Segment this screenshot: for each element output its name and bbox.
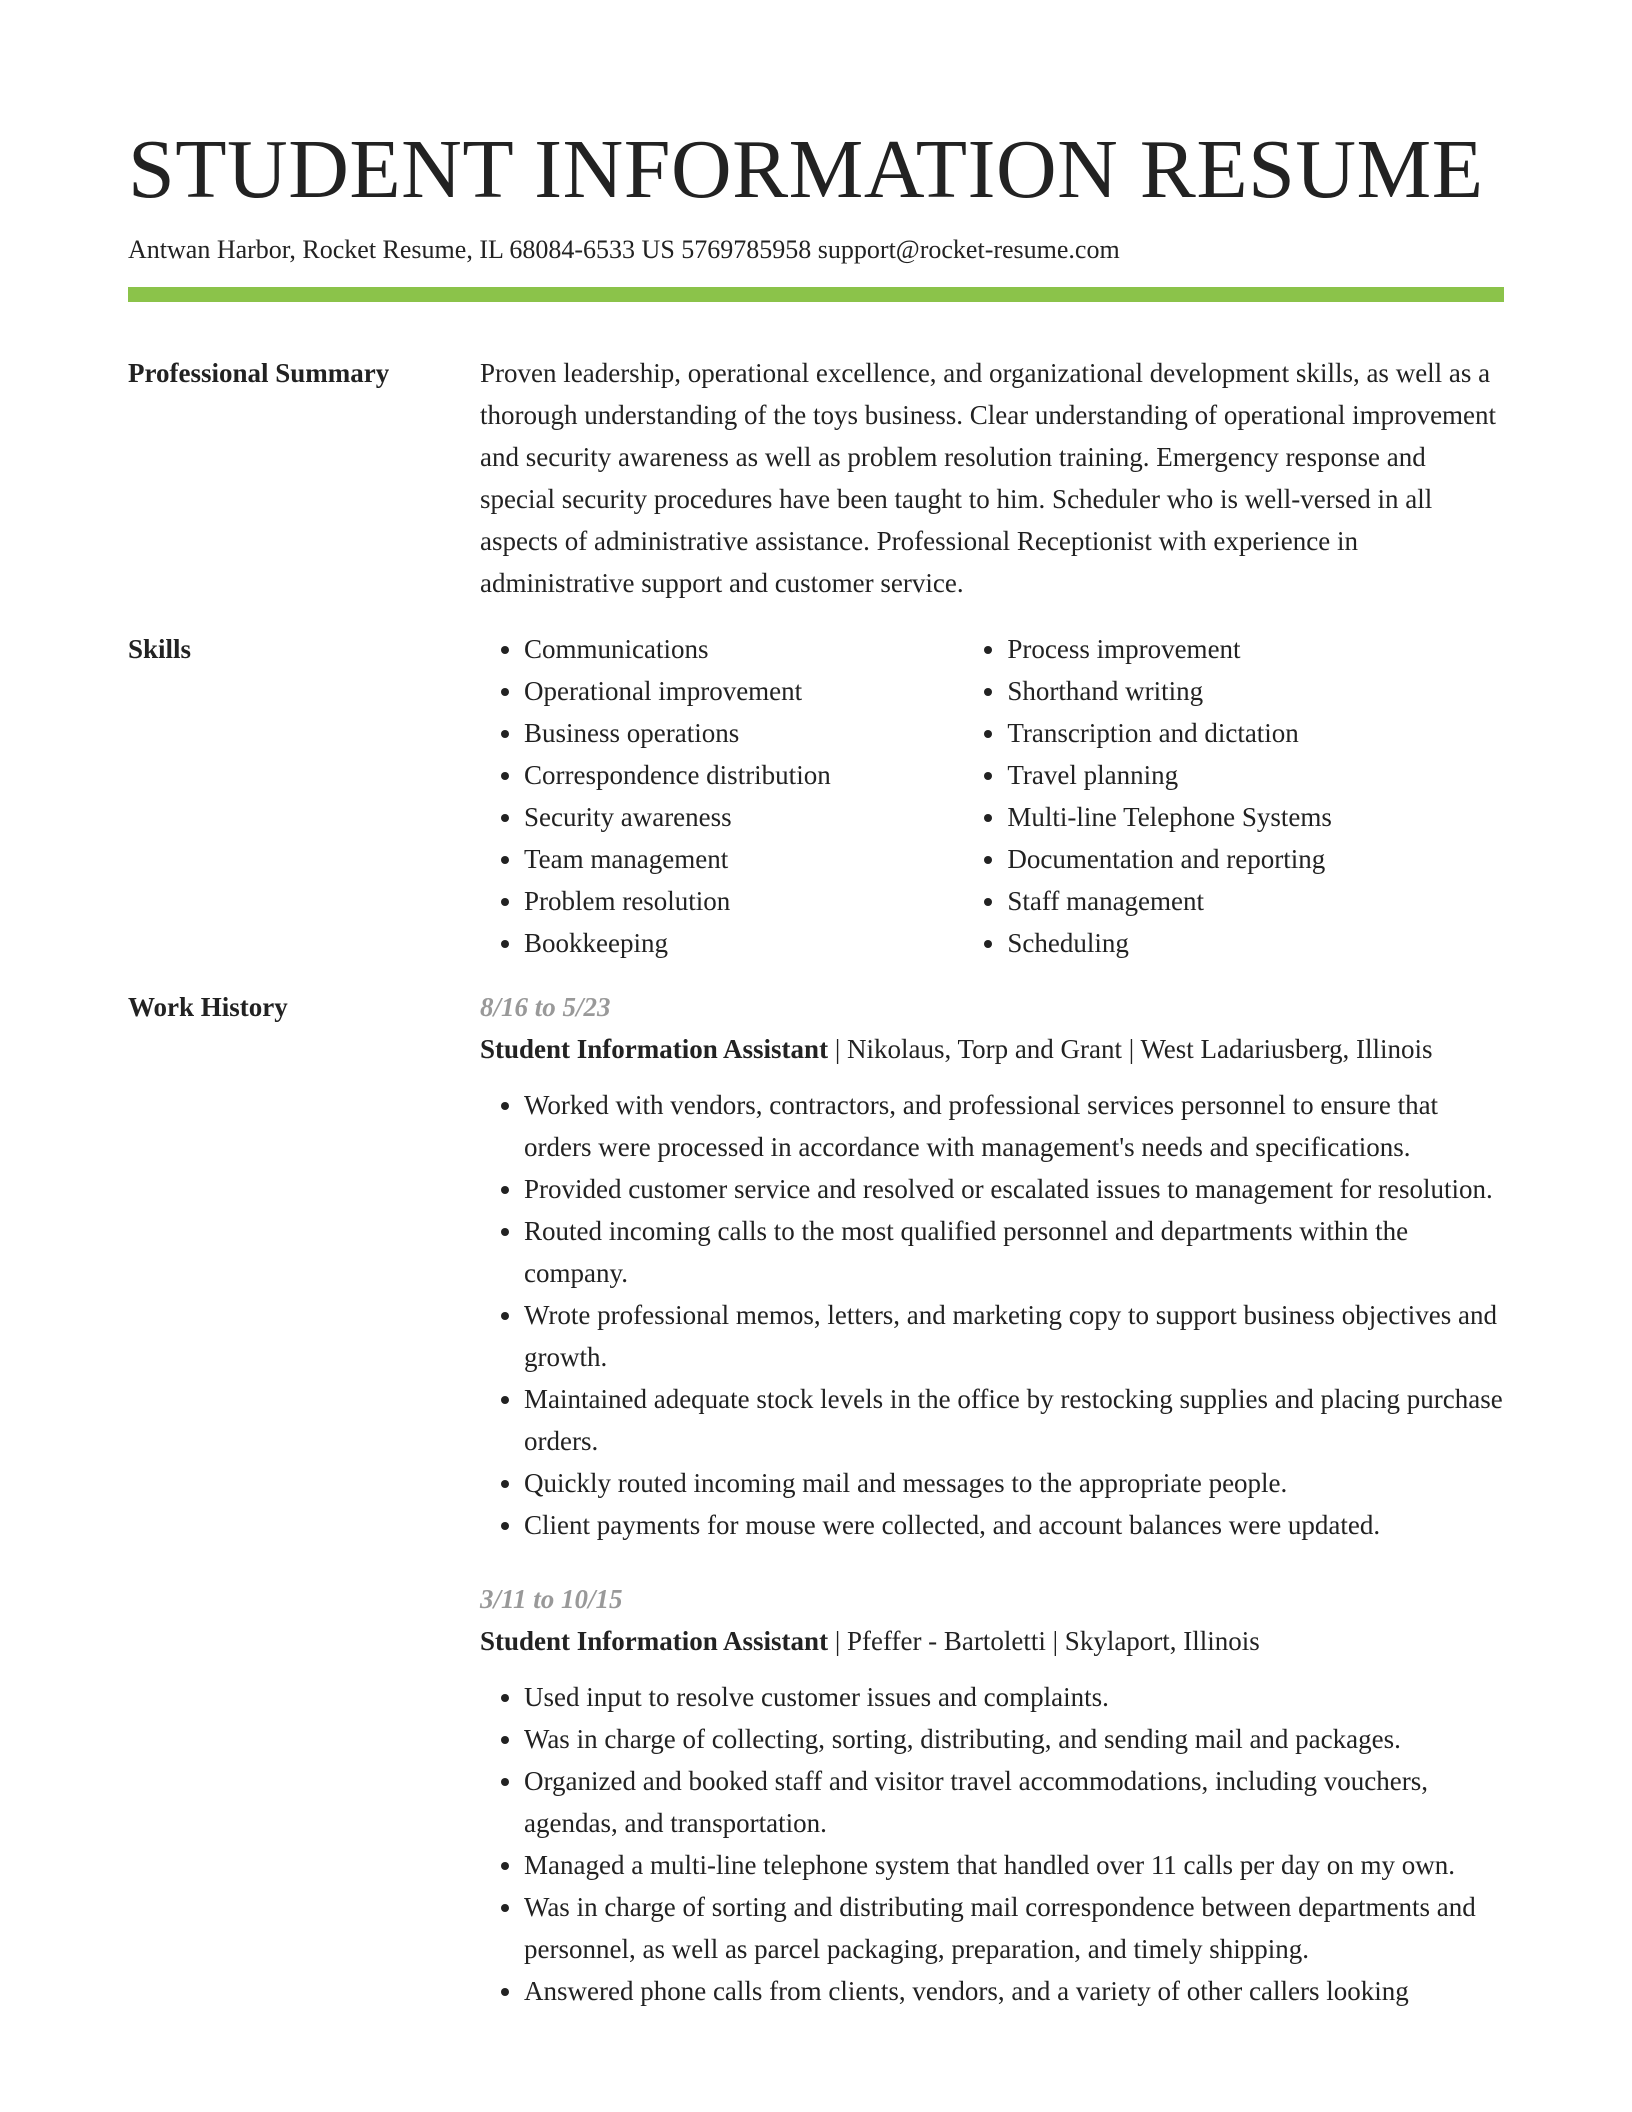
job-bullet: • Worked with vendors, contractors, and professional services personnel to ensure that orders were processed in accordance with management's needs and specifications. — [524, 1084, 1504, 1168]
job-bullet: • Maintained adequate stock levels in the office by restocking supplies and placing purchase orders. — [524, 1378, 1504, 1462]
skill-item: • Shorthand writing — [1007, 670, 1504, 712]
job-bullet: • Was in charge of collecting, sorting, distributing, and sending mail and packages. — [524, 1718, 1504, 1760]
skill-item: • Transcription and dictation — [1007, 712, 1504, 754]
job-heading — [480, 1620, 1504, 1662]
work-history-label: Work History — [128, 992, 288, 1022]
skills-section — [128, 628, 1504, 964]
job-bullet: • Provided customer service and resolved or escalated issues to management for resolution. — [524, 1168, 1504, 1210]
job-bullet: • Wrote professional memos, letters, and marketing copy to support business objectives and growth. — [524, 1294, 1504, 1378]
job-title: Student Information Assistant — [480, 1626, 829, 1656]
summary-label: Professional Summary — [128, 358, 390, 388]
job-details: | Nikolaus, Torp and Grant | West Ladariusberg, Illinois — [828, 1034, 1433, 1064]
contact-line: Antwan Harbor, Rocket Resume, IL 68084-6533 US 5769785958 support@rocket-resume.com — [128, 235, 1120, 264]
summary-section — [128, 352, 1504, 604]
header-divider — [128, 287, 1504, 302]
skills-label: Skills — [128, 634, 192, 664]
skills-list-right — [963, 628, 1504, 964]
job-heading — [480, 1028, 1504, 1070]
resume-title: STUDENT INFORMATION RESUME — [128, 123, 1484, 216]
skill-item: • Problem resolution — [524, 880, 963, 922]
job-bullet-list — [480, 1676, 1504, 2012]
job-bullet: • Used input to resolve customer issues and complaints. — [524, 1676, 1504, 1718]
job-entry — [480, 1578, 1504, 2012]
skill-item: • Operational improvement — [524, 670, 963, 712]
skills-body — [480, 628, 1504, 964]
skill-item: • Business operations — [524, 712, 963, 754]
skill-item: • Documentation and reporting — [1007, 838, 1504, 880]
job-bullet: • Answered phone calls from clients, vendors, and a variety of other callers looking — [524, 1970, 1504, 2012]
job-bullet: • Managed a multi-line telephone system that handled over 11 calls per day on my own. — [524, 1844, 1504, 1886]
skill-item: • Travel planning — [1007, 754, 1504, 796]
job-bullet: • Routed incoming calls to the most qualified personnel and departments within the company. — [524, 1210, 1504, 1294]
skill-item: • Security awareness — [524, 796, 963, 838]
skill-item: • Scheduling — [1007, 922, 1504, 964]
job-bullet: • Client payments for mouse were collected, and account balances were updated. — [524, 1504, 1504, 1546]
job-title: Student Information Assistant — [480, 1034, 829, 1064]
work-history-section — [128, 986, 1504, 2012]
job-bullet: • Organized and booked staff and visitor travel accommodations, including vouchers, agendas, and transportation. — [524, 1760, 1504, 1844]
skill-item: • Communications — [524, 628, 963, 670]
skill-item: • Team management — [524, 838, 963, 880]
skill-item: • Multi-line Telephone Systems — [1007, 796, 1504, 838]
work-history-body — [480, 986, 1504, 2012]
resume-page — [128, 118, 1504, 2012]
skill-item: • Bookkeeping — [524, 922, 963, 964]
skill-item: • Correspondence distribution — [524, 754, 963, 796]
skills-list-left — [480, 628, 963, 964]
job-bullet-list — [480, 1084, 1504, 1546]
job-details: | Pfeffer - Bartoletti | Skylaport, Illinois — [828, 1626, 1260, 1656]
skill-item: • Process improvement — [1007, 628, 1504, 670]
skills-columns — [480, 628, 1504, 964]
job-entry — [480, 986, 1504, 1546]
skill-item: • Staff management — [1007, 880, 1504, 922]
summary-body — [480, 352, 1504, 604]
job-bullet: • Quickly routed incoming mail and messages to the appropriate people. — [524, 1462, 1504, 1504]
summary-text: Proven leadership, operational excellence, and organizational development skills, as well as a thorough understanding of the toys business. Clear understanding of operational improvement and security awareness as well as problem resolution training. Emergency response and special security procedures have been taught to him. Scheduler who is well-versed in all aspects of administrative assistance. Professional Receptionist with experience in administrative support and customer service. — [480, 358, 1497, 598]
job-dates: 3/11 to 10/15 — [480, 1584, 623, 1614]
job-bullet: • Was in charge of sorting and distributing mail correspondence between departments and personnel, as well as parcel packaging, preparation, and timely shipping. — [524, 1886, 1504, 1970]
job-dates: 8/16 to 5/23 — [480, 992, 611, 1022]
